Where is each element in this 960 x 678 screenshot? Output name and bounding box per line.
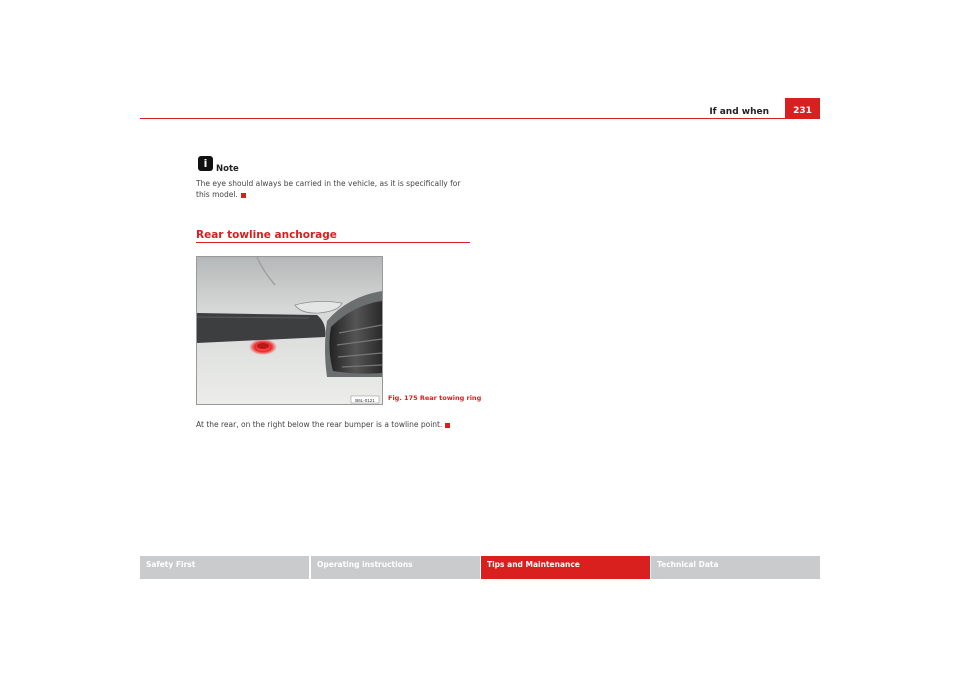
note-text (196, 178, 476, 200)
header-rule (140, 118, 820, 119)
section-rule (196, 242, 470, 243)
tab-tips-and-maintenance[interactable]: Tips and Maintenance (481, 556, 650, 579)
note-label: Note (216, 164, 239, 174)
figure-code: B6L-0121 (355, 397, 375, 403)
page-number: 231 (785, 98, 820, 119)
car-rear-illustration (197, 257, 382, 404)
figure-rear-towing-ring (196, 256, 383, 405)
body-text-content: At the rear, on the right below the rear bumper is a towline point. (196, 420, 443, 429)
note-body: The eye should always be carried in the vehicle, as it is specifically for this model. (196, 179, 461, 199)
tab-safety-first[interactable]: Safety First (140, 556, 309, 579)
body-text (196, 420, 450, 429)
tab-technical-data[interactable]: Technical Data (651, 556, 820, 579)
end-mark-icon (241, 193, 246, 198)
section-title: Rear towline anchorage (196, 229, 337, 241)
tab-operating-instructions[interactable]: Operating instructions (311, 556, 480, 579)
end-mark-icon (445, 423, 450, 428)
figure-caption: Fig. 175 Rear towing ring (388, 394, 482, 402)
info-icon: i (198, 156, 213, 171)
header-title: If and when (709, 107, 769, 117)
